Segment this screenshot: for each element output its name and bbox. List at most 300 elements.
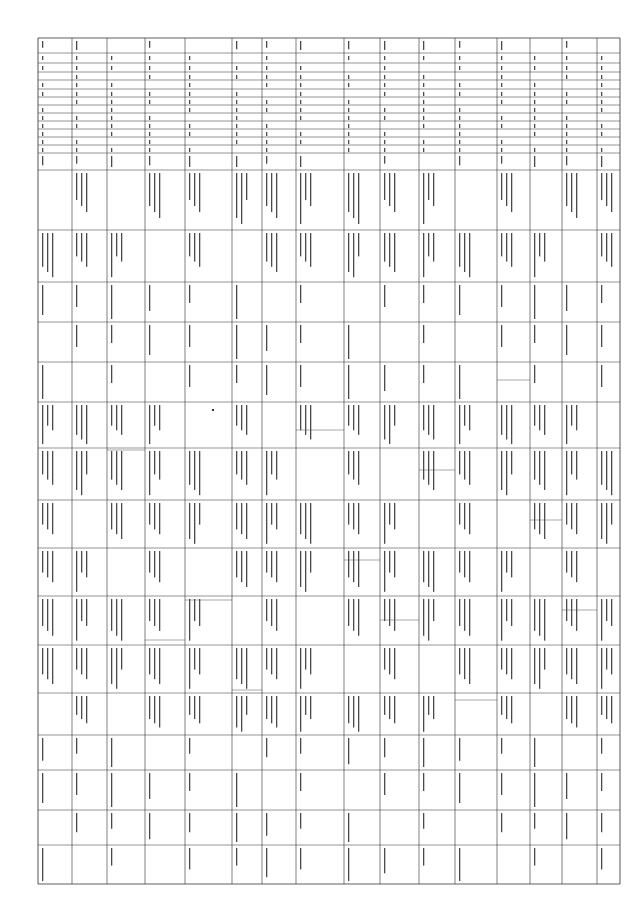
cell-text-mark bbox=[566, 132, 567, 136]
cell-text-mark bbox=[423, 405, 424, 430]
cell-text-mark bbox=[246, 696, 247, 715]
cell-text-mark bbox=[159, 551, 160, 582]
cell-text-mark bbox=[241, 173, 242, 224]
cell-text-mark bbox=[42, 56, 43, 60]
cell-text-mark bbox=[534, 66, 535, 70]
cell-text-mark bbox=[266, 325, 267, 351]
cell-text-mark bbox=[384, 551, 385, 592]
cell-text-mark bbox=[601, 451, 602, 485]
cell-text-mark bbox=[154, 696, 155, 723]
cell-text-mark bbox=[601, 503, 602, 539]
cell-text-mark bbox=[501, 738, 502, 754]
cell-text-mark bbox=[423, 233, 424, 277]
cell-text-mark bbox=[358, 451, 359, 485]
cell-text-mark bbox=[305, 503, 306, 539]
cell-text-mark bbox=[566, 285, 567, 311]
cell-text-mark bbox=[149, 132, 150, 136]
cell-text-mark bbox=[353, 405, 354, 430]
cell-text-mark bbox=[566, 173, 567, 206]
cell-text-mark bbox=[76, 83, 77, 87]
cell-text-mark bbox=[111, 648, 112, 684]
cell-text-mark bbox=[52, 233, 53, 277]
cell-text-mark bbox=[358, 551, 359, 587]
cell-text-mark bbox=[276, 696, 277, 728]
cell-text-mark bbox=[423, 325, 424, 343]
cell-text-mark bbox=[52, 551, 53, 582]
cell-text-mark bbox=[199, 233, 200, 267]
cell-text-mark bbox=[121, 503, 122, 539]
cell-text-mark bbox=[534, 848, 535, 866]
cell-text-mark bbox=[459, 92, 460, 96]
cell-text-mark bbox=[76, 285, 77, 307]
cell-text-mark bbox=[271, 696, 272, 723]
cell-text-mark bbox=[189, 100, 190, 104]
cell-text-mark bbox=[42, 503, 43, 525]
table-frame bbox=[38, 38, 620, 884]
cell-text-mark bbox=[348, 551, 349, 577]
cell-text-mark bbox=[601, 108, 602, 112]
cell-text-mark bbox=[52, 648, 53, 684]
cell-text-mark bbox=[149, 599, 150, 621]
cell-text-mark bbox=[348, 148, 349, 152]
cell-text-mark bbox=[566, 140, 567, 144]
cell-text-mark bbox=[506, 551, 507, 573]
cell-text-mark bbox=[42, 66, 43, 70]
cell-text-mark bbox=[300, 551, 301, 587]
cell-text-mark bbox=[189, 148, 190, 152]
cell-text-mark bbox=[111, 738, 112, 767]
cell-text-mark bbox=[81, 648, 82, 674]
cell-text-mark bbox=[276, 233, 277, 272]
cell-text-mark bbox=[433, 405, 434, 440]
cell-text-mark bbox=[539, 233, 540, 256]
cell-text-mark bbox=[111, 451, 112, 480]
cell-text-mark bbox=[189, 451, 190, 485]
cell-text-mark bbox=[428, 173, 429, 200]
cell-text-mark bbox=[506, 599, 507, 621]
cell-text-mark bbox=[76, 140, 77, 144]
cell-text-mark bbox=[266, 124, 267, 128]
cell-text-mark bbox=[149, 56, 150, 60]
cell-text-mark bbox=[154, 551, 155, 577]
cell-text-mark bbox=[348, 599, 349, 626]
cell-text-mark bbox=[423, 451, 424, 480]
cell-text-mark bbox=[111, 132, 112, 136]
cell-text-mark bbox=[42, 648, 43, 674]
cell-text-mark bbox=[394, 405, 395, 426]
cell-text-mark bbox=[111, 124, 112, 128]
cell-text-mark bbox=[501, 648, 502, 670]
cell-text-mark bbox=[389, 599, 390, 626]
cell-text-mark bbox=[266, 848, 267, 877]
cell-text-mark bbox=[511, 551, 512, 577]
cell-text-mark bbox=[42, 83, 43, 87]
cell-text-mark bbox=[300, 132, 301, 136]
cell-text-mark bbox=[236, 503, 237, 529]
cell-text-mark bbox=[300, 66, 301, 70]
cell-text-mark bbox=[189, 75, 190, 79]
cell-text-mark bbox=[534, 233, 535, 277]
cell-text-mark bbox=[42, 599, 43, 626]
cell-text-mark bbox=[42, 848, 43, 881]
cell-text-mark bbox=[149, 451, 150, 495]
cell-text-mark bbox=[305, 233, 306, 262]
cell-text-mark bbox=[576, 173, 577, 218]
cell-text-mark bbox=[534, 813, 535, 829]
cell-text-mark bbox=[534, 325, 535, 343]
cell-text-mark bbox=[459, 648, 460, 674]
cell-text-mark bbox=[111, 365, 112, 383]
cell-text-mark bbox=[601, 66, 602, 70]
cell-text-mark bbox=[271, 233, 272, 267]
cell-text-mark bbox=[534, 451, 535, 480]
cell-text-mark bbox=[116, 599, 117, 636]
cell-text-mark bbox=[394, 648, 395, 679]
cell-text-mark bbox=[266, 503, 267, 544]
cell-text-mark bbox=[501, 285, 502, 307]
cell-text-mark bbox=[310, 405, 311, 440]
cell-text-mark bbox=[236, 648, 237, 679]
cell-text-mark bbox=[194, 696, 195, 719]
table-column-dividers bbox=[72, 38, 597, 884]
cell-text-mark bbox=[423, 285, 424, 303]
cell-text-mark bbox=[149, 813, 150, 839]
cell-text-mark bbox=[42, 41, 43, 48]
cell-text-mark bbox=[501, 56, 502, 60]
cell-text-mark bbox=[353, 696, 354, 728]
cell-text-mark bbox=[348, 848, 349, 881]
cell-text-mark bbox=[47, 233, 48, 272]
cell-text-mark bbox=[428, 551, 429, 587]
cell-text-mark bbox=[433, 696, 434, 719]
cell-text-mark bbox=[348, 83, 349, 87]
cell-text-mark bbox=[459, 83, 460, 87]
cell-text-mark bbox=[194, 451, 195, 490]
cell-text-mark bbox=[389, 503, 390, 525]
cell-text-mark bbox=[189, 848, 190, 869]
cell-text-mark bbox=[266, 66, 267, 70]
cell-text-mark bbox=[511, 233, 512, 267]
cell-text-mark bbox=[189, 738, 190, 754]
cell-text-mark bbox=[42, 132, 43, 136]
cell-text-mark bbox=[469, 551, 470, 582]
cell-text-mark bbox=[571, 451, 572, 474]
cell-text-mark bbox=[506, 451, 507, 495]
cell-text-mark bbox=[300, 848, 301, 869]
cell-text-mark bbox=[348, 503, 349, 525]
cell-text-mark bbox=[189, 325, 190, 347]
cell-text-mark bbox=[423, 696, 424, 732]
cell-text-mark bbox=[511, 599, 512, 626]
cell-text-mark bbox=[189, 648, 190, 689]
cell-text-mark bbox=[76, 173, 77, 200]
cell-text-mark bbox=[246, 648, 247, 689]
cell-text-mark bbox=[47, 551, 48, 577]
cell-text-mark bbox=[236, 108, 237, 112]
cell-text-mark bbox=[428, 233, 429, 256]
cell-text-mark bbox=[394, 503, 395, 529]
cell-text-mark bbox=[189, 285, 190, 303]
cell-text-mark bbox=[611, 503, 612, 525]
cell-text-mark bbox=[300, 648, 301, 689]
cell-text-mark bbox=[433, 451, 434, 490]
cell-text-mark bbox=[566, 75, 567, 79]
cell-text-mark bbox=[501, 599, 502, 641]
cell-text-mark bbox=[154, 599, 155, 626]
cell-text-mark bbox=[384, 405, 385, 440]
cell-text-mark bbox=[601, 173, 602, 200]
cell-text-mark bbox=[42, 124, 43, 128]
table-row-dividers bbox=[38, 53, 620, 845]
cell-text-mark bbox=[389, 648, 390, 674]
cell-text-mark bbox=[384, 148, 385, 152]
cell-text-mark bbox=[42, 365, 43, 399]
cell-text-mark bbox=[534, 503, 535, 529]
cell-text-mark bbox=[348, 696, 349, 723]
cell-text-mark bbox=[576, 405, 577, 430]
cell-text-mark bbox=[266, 108, 267, 112]
cell-text-mark bbox=[305, 696, 306, 715]
cell-text-mark bbox=[389, 233, 390, 267]
cell-text-mark bbox=[266, 365, 267, 395]
cell-text-mark bbox=[199, 648, 200, 674]
cell-text-mark bbox=[189, 365, 190, 387]
cell-text-mark bbox=[189, 156, 190, 167]
cell-text-mark bbox=[111, 405, 112, 426]
cell-text-mark bbox=[348, 738, 349, 764]
cell-text-mark bbox=[539, 503, 540, 534]
cell-text-mark bbox=[266, 83, 267, 87]
cell-text-mark bbox=[154, 648, 155, 679]
cell-text-mark bbox=[571, 173, 572, 212]
cell-text-mark bbox=[111, 83, 112, 87]
cell-text-mark bbox=[189, 503, 190, 539]
cell-text-mark bbox=[154, 451, 155, 474]
cell-text-mark bbox=[149, 405, 150, 444]
cell-text-mark bbox=[501, 75, 502, 79]
cell-text-mark bbox=[384, 738, 385, 757]
cell-text-mark bbox=[501, 92, 502, 96]
cell-text-mark bbox=[159, 503, 160, 534]
cell-text-mark bbox=[47, 405, 48, 426]
cell-text-mark bbox=[358, 233, 359, 256]
cell-text-mark bbox=[601, 148, 602, 152]
cell-text-mark bbox=[189, 56, 190, 60]
cell-text-mark bbox=[566, 599, 567, 621]
cell-text-mark bbox=[464, 503, 465, 529]
cell-text-mark bbox=[459, 365, 460, 399]
cell-text-mark bbox=[305, 405, 306, 435]
cell-text-mark bbox=[47, 599, 48, 631]
cell-text-mark bbox=[576, 599, 577, 631]
cell-text-mark bbox=[276, 173, 277, 218]
cell-text-mark bbox=[539, 451, 540, 485]
cell-text-mark bbox=[606, 233, 607, 262]
cell-text-mark bbox=[501, 41, 502, 50]
cell-text-mark bbox=[300, 503, 301, 534]
cell-text-mark bbox=[534, 92, 535, 96]
cell-text-mark bbox=[300, 108, 301, 112]
cell-text-mark bbox=[566, 551, 567, 573]
cell-text-mark bbox=[358, 503, 359, 534]
cell-text-mark bbox=[300, 100, 301, 104]
cell-text-mark bbox=[42, 451, 43, 474]
cell-text-mark bbox=[266, 100, 267, 104]
cell-text-mark bbox=[566, 124, 567, 128]
cell-text-mark bbox=[534, 56, 535, 60]
cell-text-mark bbox=[459, 551, 460, 573]
cell-text-mark bbox=[501, 405, 502, 435]
cell-text-mark bbox=[300, 325, 301, 343]
cell-text-mark bbox=[52, 405, 53, 430]
cell-text-mark bbox=[76, 124, 77, 128]
cell-text-mark bbox=[566, 56, 567, 60]
cell-text-mark bbox=[266, 233, 267, 262]
cell-text-mark bbox=[271, 173, 272, 212]
cell-text-mark bbox=[469, 648, 470, 684]
cell-text-mark bbox=[566, 100, 567, 104]
cell-text-mark bbox=[236, 173, 237, 218]
cell-text-mark bbox=[42, 148, 43, 152]
cell-text-mark bbox=[394, 173, 395, 212]
cell-text-mark bbox=[241, 451, 242, 480]
cell-text-mark bbox=[534, 148, 535, 152]
cell-text-mark bbox=[506, 233, 507, 262]
cell-text-mark bbox=[566, 405, 567, 444]
cell-text-mark bbox=[300, 173, 301, 224]
cell-text-mark bbox=[566, 156, 567, 165]
cell-text-mark bbox=[266, 551, 267, 573]
cell-text-mark bbox=[348, 325, 349, 359]
cell-text-mark bbox=[266, 696, 267, 719]
cell-text-mark bbox=[384, 599, 385, 621]
cell-text-mark bbox=[76, 75, 77, 79]
cell-text-mark bbox=[149, 696, 150, 719]
cell-text-mark bbox=[300, 116, 301, 120]
cell-text-mark bbox=[501, 148, 502, 152]
cell-text-mark bbox=[611, 648, 612, 674]
cell-text-mark bbox=[236, 696, 237, 728]
cell-text-mark bbox=[501, 233, 502, 256]
cell-text-mark bbox=[189, 233, 190, 256]
cell-text-mark bbox=[506, 648, 507, 674]
cell-text-mark bbox=[52, 503, 53, 534]
cell-text-mark bbox=[576, 503, 577, 534]
cell-text-mark bbox=[47, 451, 48, 480]
cell-text-mark bbox=[433, 233, 434, 262]
cell-text-mark bbox=[544, 233, 545, 262]
cell-text-mark bbox=[236, 140, 237, 144]
cell-text-mark bbox=[81, 696, 82, 719]
cell-text-mark bbox=[464, 405, 465, 426]
cell-text-mark bbox=[611, 173, 612, 212]
cell-text-mark bbox=[86, 405, 87, 444]
cell-text-mark bbox=[571, 405, 572, 426]
cell-text-mark bbox=[310, 551, 311, 573]
cell-text-mark bbox=[189, 83, 190, 87]
cell-text-mark bbox=[276, 648, 277, 679]
cell-text-mark bbox=[76, 813, 77, 832]
cell-text-mark bbox=[459, 773, 460, 803]
cell-text-mark bbox=[601, 696, 602, 715]
cell-text-mark bbox=[464, 451, 465, 480]
cell-text-mark bbox=[566, 148, 567, 152]
cell-text-mark bbox=[300, 738, 301, 754]
cell-text-mark bbox=[76, 648, 77, 670]
cell-text-mark bbox=[236, 285, 237, 319]
cell-text-mark bbox=[81, 451, 82, 495]
cell-text-mark bbox=[42, 773, 43, 803]
cell-text-mark bbox=[423, 599, 424, 636]
cell-text-mark bbox=[534, 285, 535, 319]
cell-text-mark bbox=[606, 503, 607, 544]
cell-text-mark bbox=[389, 405, 390, 444]
cell-text-mark bbox=[459, 285, 460, 315]
cell-text-mark bbox=[76, 233, 77, 256]
cell-text-mark bbox=[149, 100, 150, 104]
cell-text-mark bbox=[236, 325, 237, 359]
cell-text-mark bbox=[76, 66, 77, 70]
cell-text-mark bbox=[149, 66, 150, 70]
cell-text-mark bbox=[348, 140, 349, 144]
cell-text-mark bbox=[534, 156, 535, 167]
cell-text-mark bbox=[601, 599, 602, 641]
cell-text-mark bbox=[236, 156, 237, 167]
cell-text-mark bbox=[81, 599, 82, 621]
cell-text-mark bbox=[459, 599, 460, 626]
cell-text-mark bbox=[601, 813, 602, 832]
cell-text-mark bbox=[501, 173, 502, 200]
cell-text-mark bbox=[544, 451, 545, 490]
cell-text-mark bbox=[149, 773, 150, 799]
cell-text-mark bbox=[571, 599, 572, 626]
cell-text-mark bbox=[76, 696, 77, 715]
cell-text-mark bbox=[189, 773, 190, 791]
cell-text-mark bbox=[433, 173, 434, 206]
cell-text-mark bbox=[348, 41, 349, 49]
cell-text-mark bbox=[501, 325, 502, 347]
cell-text-mark bbox=[121, 233, 122, 262]
cell-text-mark bbox=[511, 696, 512, 723]
cell-text-mark bbox=[501, 696, 502, 715]
cell-text-mark bbox=[571, 696, 572, 723]
cell-text-mark bbox=[300, 365, 301, 387]
cell-text-mark bbox=[149, 92, 150, 96]
cell-text-mark bbox=[236, 813, 237, 842]
cell-text-mark bbox=[348, 124, 349, 128]
cell-text-mark bbox=[501, 100, 502, 104]
cell-text-mark bbox=[86, 599, 87, 626]
cell-text-mark bbox=[76, 325, 77, 347]
cell-text-mark bbox=[353, 451, 354, 480]
cell-text-mark bbox=[358, 696, 359, 732]
cell-text-mark bbox=[111, 148, 112, 152]
cell-text-mark bbox=[534, 124, 535, 128]
cell-text-mark bbox=[423, 116, 424, 120]
cell-text-mark bbox=[241, 696, 242, 732]
cell-text-mark bbox=[194, 173, 195, 206]
cell-text-mark bbox=[501, 813, 502, 832]
cell-text-mark bbox=[116, 451, 117, 485]
cell-text-mark bbox=[534, 132, 535, 136]
cell-text-mark bbox=[348, 75, 349, 79]
cell-text-mark bbox=[189, 813, 190, 832]
cell-text-mark bbox=[236, 124, 237, 128]
cell-text-mark bbox=[358, 173, 359, 224]
cell-text-mark bbox=[534, 116, 535, 120]
illegible-cell-text bbox=[42, 41, 612, 881]
cell-text-mark bbox=[348, 132, 349, 136]
